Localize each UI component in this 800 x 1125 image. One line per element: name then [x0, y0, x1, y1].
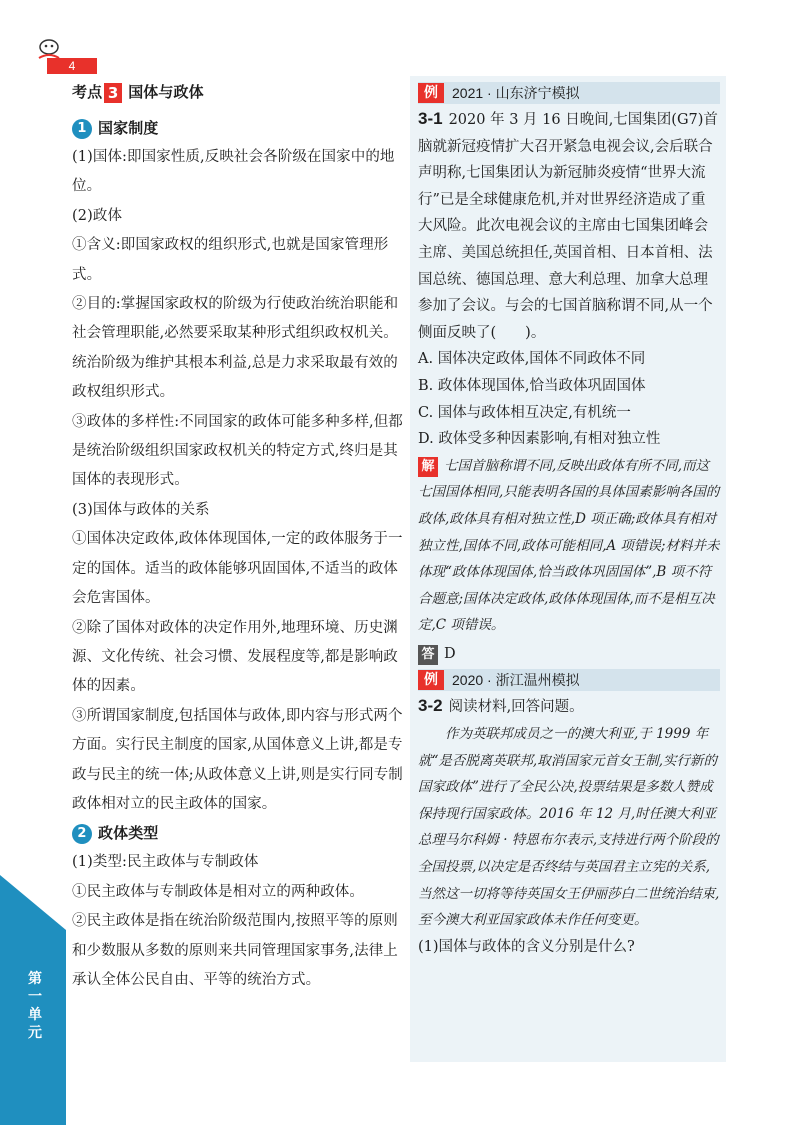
- explanation-tag: 解: [418, 457, 438, 477]
- example-tag: 例: [418, 83, 444, 103]
- page-number: 4: [47, 58, 97, 74]
- paragraph: ③所谓国家制度,包括国体与政体,即内容与形式两个方面。实行民主制度的国家,从国体意义上讲,都是专政与民主的统一体;从政体意义上讲,则是实行同专制政体相对立的民主政体的国家。: [72, 707, 403, 812]
- sub-question: (1)国体与政体的含义分别是什么?: [418, 938, 635, 955]
- explanation-text: 七国首脑称谓不同,反映出政体有所不同,而这七国国体相同,只能表明各国的具体国素影响各国的政体,政体具有相对独立性,D 项正确;政体具有相对独立性,国体不同,政体可能相同,A 项错误;材料并未体现“政体体现国体,恰当政体巩固国体”,B 项不符合题意;国体决定政体,政体体现国体,而不是相互决定,C 项错误。: [418, 457, 720, 634]
- example-panel: [410, 76, 726, 1062]
- question-text: 2020 年 3 月 16 日晚间,七国集团(G7)首脑就新冠疫情扩大召开紧急电视会议,会后联合声明称,七国集团认为新冠肺炎疫情“世界大流行”已是全球健康危机,并对世界经济造成了重大风险。此次电视会议的主席由七国集团峰会主席、美国总统担任,英国首相、日本首相、法国总统、德国总理、意大利总理、加拿大总理参加了会议。与会的七国首脑称谓不同,从一个侧面反映了( )。: [418, 112, 718, 341]
- paragraph: ②目的:掌握国家政权的阶级为行使政治统治职能和社会管理职能,必然要采取某种形式组织政权机关。统治阶级为维护其根本利益,总是力求采取最有效的政权组织形式。: [72, 296, 399, 401]
- subsection-title: 国家制度: [98, 118, 159, 137]
- option: C. 国体与政体相互决定,有机统一: [418, 404, 631, 421]
- option: A. 国体决定政体,国体不同政体不同: [418, 351, 646, 368]
- example-source: 2020 · 浙江温州模拟: [452, 672, 580, 689]
- answer-tag: 答: [418, 645, 438, 665]
- option: D. 政体受多种因素影响,有相对独立性: [418, 431, 661, 448]
- paragraph: (1)国体:即国家性质,反映社会各阶级在国家中的地位。: [72, 149, 395, 195]
- example-source: 2021 · 山东济宁模拟: [452, 84, 580, 101]
- paragraph: (1)类型:民主政体与专制政体: [72, 854, 259, 871]
- paragraph: ②民主政体是指在统治阶级范围内,按照平等的原则和少数服从多数的原则来共同管理国家事务,法律上承认全体公民自由、平等的统治方式。: [72, 913, 398, 988]
- example-header-1: [418, 82, 720, 104]
- kaodian-label: 考点: [72, 83, 103, 102]
- example-header-2: [418, 669, 720, 691]
- subsection-heading-1: [72, 114, 408, 143]
- subsection-title: 政体类型: [98, 824, 159, 843]
- question-1: [418, 106, 720, 346]
- question-number: 3-2: [418, 696, 443, 716]
- option: B. 政体体现国体,恰当政体巩固国体: [418, 377, 646, 394]
- subsection-heading-2: [72, 819, 408, 848]
- answer-text: D: [444, 645, 456, 662]
- paragraph: ②除了国体对政体的决定作用外,地理环境、历史渊源、文化传统、社会习惯、发展程度等,都是影响政体的因素。: [72, 619, 398, 695]
- kaodian-number: 3: [104, 83, 122, 103]
- paragraph: ①民主政体与专制政体是相对立的两种政体。: [72, 883, 364, 900]
- unit-label: 第一单元: [28, 971, 42, 1041]
- circle-number-icon: 1: [72, 119, 92, 139]
- example-tag: 例: [418, 670, 444, 690]
- question-intro: 阅读材料,回答问题。: [448, 699, 584, 716]
- paragraph: (3)国体与政体的关系: [72, 501, 210, 518]
- section-heading: [72, 80, 408, 106]
- question-2: [418, 693, 720, 721]
- left-column: [72, 80, 408, 995]
- kaodian-title: 国体与政体: [128, 83, 204, 102]
- explanation: [418, 453, 720, 639]
- material-text: 作为英联邦成员之一的澳大利亚,于 1999 年就“是否脱离英联邦,取消国家元首女王制,实行新的国家政体”进行了全民公决,投票结果是多数人赞成保持现行国家政体。2016 年 12 月,时任澳大利亚总理马尔科姆 · 特恩布尔表示,支持进行两个阶段的全国投票,以决定是否终结与英国君主立宪的关系,当然这一切将等待英国女王伊丽莎白二世统治结束,至今澳大利亚国家政体未作任何变更。: [418, 726, 720, 929]
- unit-side-tab: [0, 930, 66, 1125]
- paragraph: ③政体的多样性:不同国家的政体可能多种多样,但都是统治阶级组织国家政权机关的特定方式,终归是其国体的表现形式。: [72, 413, 403, 489]
- paragraph: (2)政体: [72, 207, 123, 224]
- paragraph: ①国体决定政体,政体体现国体,一定的政体服务于一定的国体。适当的政体能够巩固国体,不适当的政体会危害国体。: [72, 531, 403, 607]
- circle-number-icon: 2: [72, 824, 92, 844]
- answer: [418, 641, 720, 668]
- paragraph: ①含义:即国家政权的组织形式,也就是国家管理形式。: [72, 237, 389, 283]
- mascot-icon: [34, 38, 64, 60]
- question-number: 3-1: [418, 109, 443, 128]
